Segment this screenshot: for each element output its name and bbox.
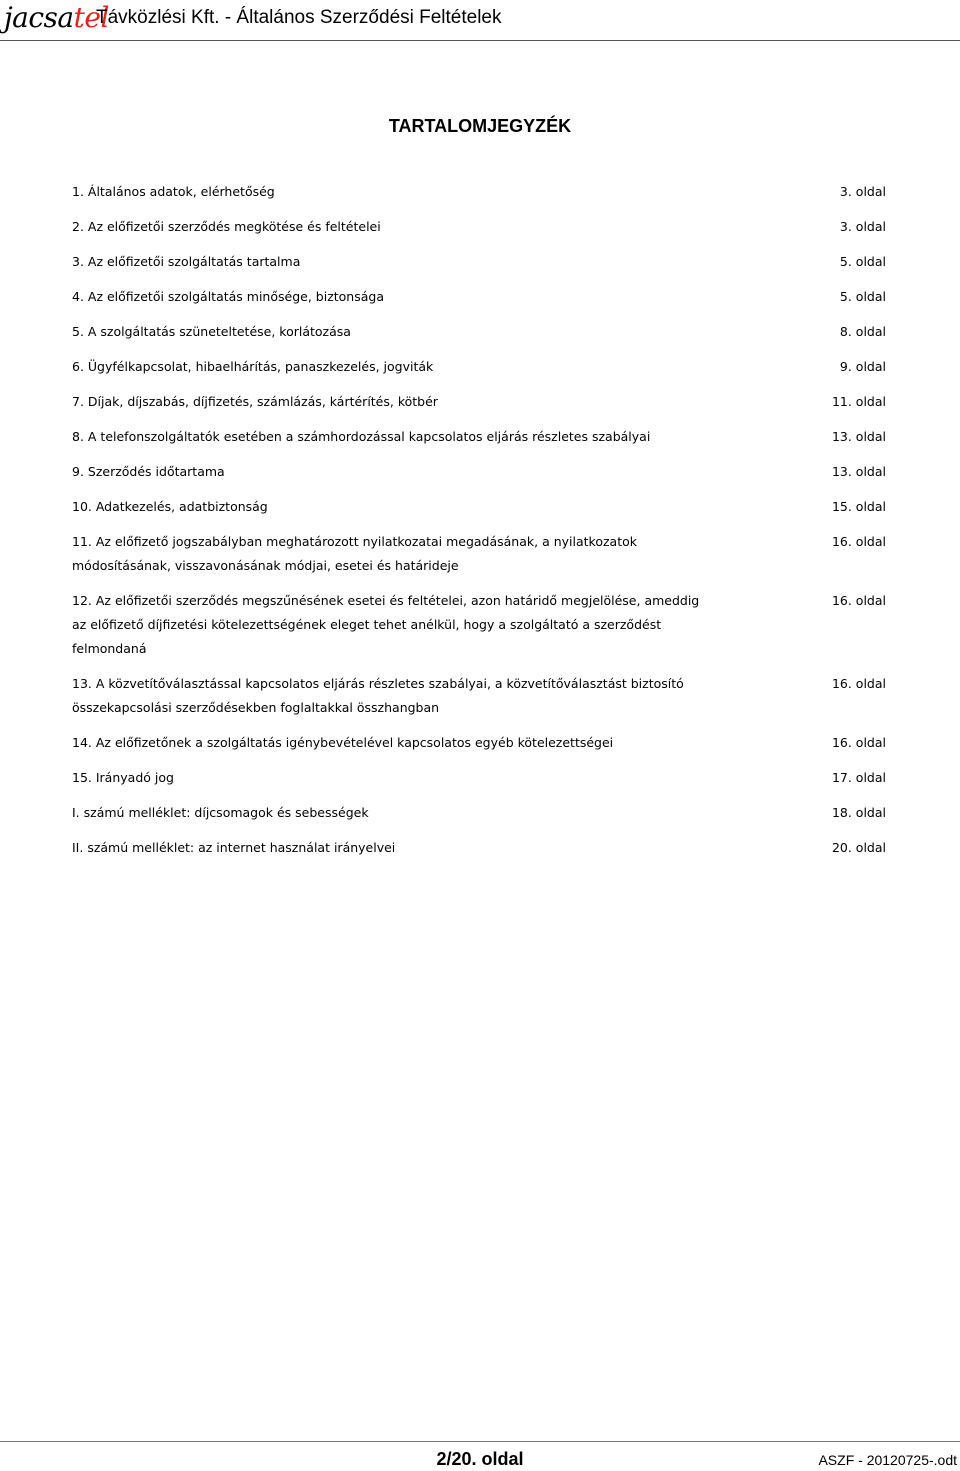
toc-item-text: 6. Ügyfélkapcsolat, hibaelhárítás, panaszkezelés, jogviták (72, 359, 434, 374)
toc-item-page: 16. oldal (831, 534, 886, 549)
toc-item[interactable] (72, 425, 886, 449)
header-title: Távközlési Kft. - Általános Szerződési Feltételek (96, 7, 502, 28)
logo-accent: tel (73, 1, 109, 34)
toc-item-page: 15. oldal (831, 499, 886, 514)
toc-item[interactable] (72, 250, 886, 274)
toc-item[interactable] (72, 180, 886, 204)
toc-item-text: 11. Az előfizető jogszabályban meghatározott nyilatkozatai megadásának, a nyilatkozatok módosításának, visszavonásának módjai, esetei és határideje (72, 534, 637, 573)
toc-item[interactable] (72, 731, 886, 755)
toc-title: TARTALOMJEGYZÉK (388, 116, 572, 136)
toc-item[interactable] (72, 320, 886, 344)
toc-item[interactable] (72, 836, 886, 860)
toc-item-text: 12. Az előfizetői szerződés megszűnésének esetei és feltételei, azon határidő megjelölése, ameddig az előfizető díjfizetési kötelezettségének eleget tehet anélkül, hogy a szolgáltató a szerződést felmondaná (72, 593, 700, 656)
page-header (0, 0, 960, 41)
toc-item-text: 2. Az előfizetői szerződés megkötése és feltételei (72, 219, 381, 234)
toc-item[interactable] (72, 215, 886, 239)
toc-item[interactable] (72, 460, 886, 484)
toc-item-page: 3. oldal (839, 219, 886, 234)
toc-item-page: 20. oldal (831, 840, 886, 855)
toc-item-page: 17. oldal (831, 770, 886, 785)
toc-item-page: 9. oldal (839, 359, 886, 374)
toc-item[interactable] (72, 589, 886, 661)
toc-item-text: 7. Díjak, díjszabás, díjfizetés, számlázás, kártérítés, kötbér (72, 394, 438, 409)
toc-item-page: 16. oldal (831, 735, 886, 750)
toc-item-text: 3. Az előfizetői szolgáltatás tartalma (72, 254, 301, 269)
page-number: 2/20. oldal (436, 1449, 524, 1469)
toc-item-page: 8. oldal (839, 324, 886, 339)
toc-item[interactable] (72, 801, 886, 825)
toc-item-page: 16. oldal (831, 593, 886, 608)
toc-item[interactable] (72, 495, 886, 519)
toc-item[interactable] (72, 390, 886, 414)
toc-item[interactable] (72, 285, 886, 309)
toc-item-page: 3. oldal (839, 184, 886, 199)
toc-item-page: 13. oldal (831, 429, 886, 444)
toc-item-page: 5. oldal (839, 289, 886, 304)
toc-item-text: 9. Szerződés időtartama (72, 464, 225, 479)
toc-item-text: 8. A telefonszolgáltatók esetében a számhordozással kapcsolatos eljárás részletes szabályai (72, 429, 651, 444)
file-name: ASZF - 20120725-.odt (818, 1452, 957, 1468)
toc-item-page: 11. oldal (831, 394, 886, 409)
toc-item-page: 13. oldal (831, 464, 886, 479)
toc-item-text: 15. Irányadó jog (72, 770, 174, 785)
toc-item-text: 1. Általános adatok, elérhetőség (72, 184, 275, 199)
toc-item-page: 18. oldal (831, 805, 886, 820)
toc-item-text: II. számú melléklet: az internet használat irányelvei (72, 840, 396, 855)
toc-item-page: 16. oldal (831, 676, 886, 691)
toc-item-text: 5. A szolgáltatás szüneteltetése, korlátozása (72, 324, 351, 339)
toc-item[interactable] (72, 672, 886, 720)
footer-divider (0, 1441, 960, 1442)
toc-item-text: 14. Az előfizetőnek a szolgáltatás igénybevételével kapcsolatos egyéb kötelezettségei (72, 735, 614, 750)
company-logo (4, 0, 109, 36)
toc-item-text: I. számú melléklet: díjcsomagok és sebességek (72, 805, 369, 820)
logo-prefix: jacsa (4, 1, 74, 34)
toc-item-text: 4. Az előfizetői szolgáltatás minősége, biztonsága (72, 289, 384, 304)
toc-item-text: 13. A közvetítőválasztással kapcsolatos eljárás részletes szabályai, a közvetítőválasztást biztosító összekapcsolási szerződésekben foglaltakkal összhangban (72, 676, 684, 715)
toc-item[interactable] (72, 355, 886, 379)
toc-item-page: 5. oldal (839, 254, 886, 269)
toc-item[interactable] (72, 766, 886, 790)
toc-item[interactable] (72, 530, 886, 578)
toc-list (72, 180, 886, 860)
toc-item-text: 10. Adatkezelés, adatbiztonság (72, 499, 268, 514)
